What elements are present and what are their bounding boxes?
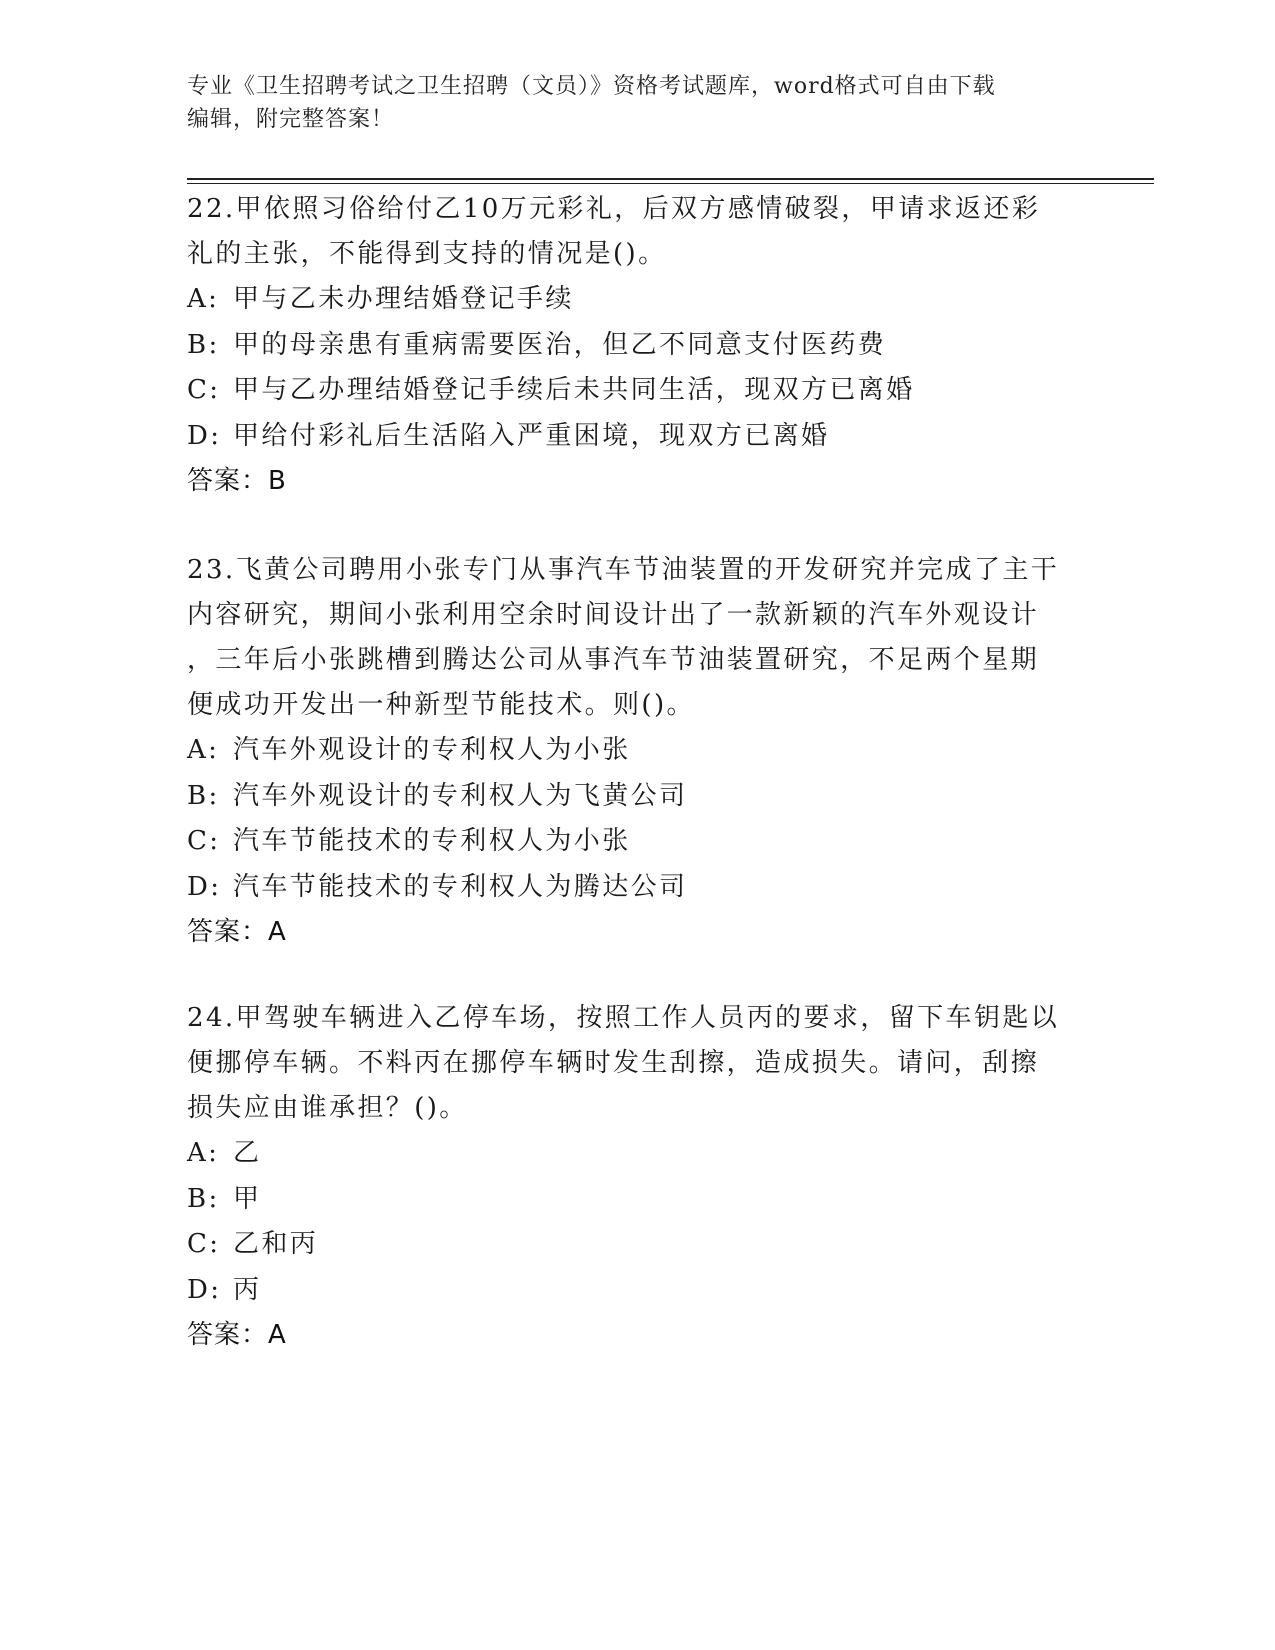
question-stem xyxy=(187,996,1087,1131)
option-key: B: xyxy=(187,329,220,360)
answer-line: 答案：A xyxy=(187,917,287,947)
option-key: C: xyxy=(187,826,221,856)
document-header xyxy=(187,70,1087,136)
option-text: 甲给付彩礼后生活陷入严重困境，现双方已离婚 xyxy=(233,420,830,451)
option-b xyxy=(187,774,1087,820)
option-key: A: xyxy=(187,1138,220,1168)
option-key: B: xyxy=(187,780,220,811)
question-stem xyxy=(187,548,1087,728)
header-line-2: 编辑，附完整答案！ xyxy=(187,107,395,132)
question-23 xyxy=(187,548,1087,956)
option-key: A: xyxy=(187,284,220,314)
option-text: 丙 xyxy=(233,1274,262,1305)
stem-line: 礼的主张，不能得到支持的情况是()。 xyxy=(187,239,667,269)
stem-line: 23.飞黄公司聘用小张专门从事汽车节油装置的开发研究并完成了主干 xyxy=(187,555,1060,585)
option-text: 汽车节能技术的专利权人为小张 xyxy=(233,826,631,856)
option-key: C: xyxy=(187,1229,221,1259)
option-text: 乙 xyxy=(233,1138,262,1168)
option-key: C: xyxy=(187,375,221,405)
question-24 xyxy=(187,996,1087,1359)
option-list xyxy=(187,1131,1087,1313)
option-text: 甲的母亲患有重病需要医治，但乙不同意支付医药费 xyxy=(233,329,887,360)
option-text: 汽车外观设计的专利权人为飞黄公司 xyxy=(233,780,688,811)
option-a xyxy=(187,1131,1087,1177)
option-text: 甲与乙办理结婚登记手续后未共同生活，现双方已离婚 xyxy=(233,375,915,405)
stem-line: 24.甲驾驶车辆进入乙停车场，按照工作人员丙的要求，留下车钥匙以 xyxy=(187,1003,1060,1033)
question-stem xyxy=(187,187,1087,277)
option-d xyxy=(187,1268,1087,1314)
header-divider-thick xyxy=(187,178,1154,180)
option-key: B: xyxy=(187,1183,220,1214)
option-list xyxy=(187,728,1087,910)
header-divider-thin xyxy=(187,183,1154,184)
header-line-1: 专业《卫生招聘考试之卫生招聘（文员）》资格考试题库，word格式可自由下载 xyxy=(187,74,996,99)
option-key: D: xyxy=(187,420,222,451)
option-text: 汽车节能技术的专利权人为腾达公司 xyxy=(233,871,688,902)
option-c xyxy=(187,819,1087,865)
option-text: 甲 xyxy=(233,1183,262,1214)
answer-line: 答案：A xyxy=(187,1320,287,1350)
option-b xyxy=(187,323,1087,369)
option-text: 甲与乙未办理结婚登记手续 xyxy=(233,284,574,314)
option-a xyxy=(187,728,1087,774)
option-d xyxy=(187,414,1087,460)
option-c xyxy=(187,1222,1087,1268)
option-d xyxy=(187,865,1087,911)
option-a xyxy=(187,277,1087,323)
question-22 xyxy=(187,187,1087,505)
option-text: 乙和丙 xyxy=(233,1229,319,1259)
option-key: D: xyxy=(187,871,222,902)
option-key: A: xyxy=(187,735,220,765)
stem-line: 便成功开发出一种新型节能技术。则()。 xyxy=(187,690,695,720)
option-b xyxy=(187,1177,1087,1223)
stem-line: 22.甲依照习俗给付乙10万元彩礼，后双方感情破裂，甲请求返还彩 xyxy=(187,194,1041,224)
option-text: 汽车外观设计的专利权人为小张 xyxy=(233,735,631,765)
option-list xyxy=(187,277,1087,459)
stem-line: ，三年后小张跳槽到腾达公司从事汽车节油装置研究，不足两个星期 xyxy=(187,645,1040,675)
stem-line: 损失应由谁承担？()。 xyxy=(187,1093,468,1123)
stem-line: 内容研究，期间小张利用空余时间设计出了一款新颖的汽车外观设计 xyxy=(187,600,1040,630)
answer-line: 答案：B xyxy=(187,466,287,496)
option-c xyxy=(187,368,1087,414)
stem-line: 便挪停车辆。不料丙在挪停车辆时发生刮擦，造成损失。请问，刮擦 xyxy=(187,1048,1040,1078)
option-key: D: xyxy=(187,1274,222,1305)
